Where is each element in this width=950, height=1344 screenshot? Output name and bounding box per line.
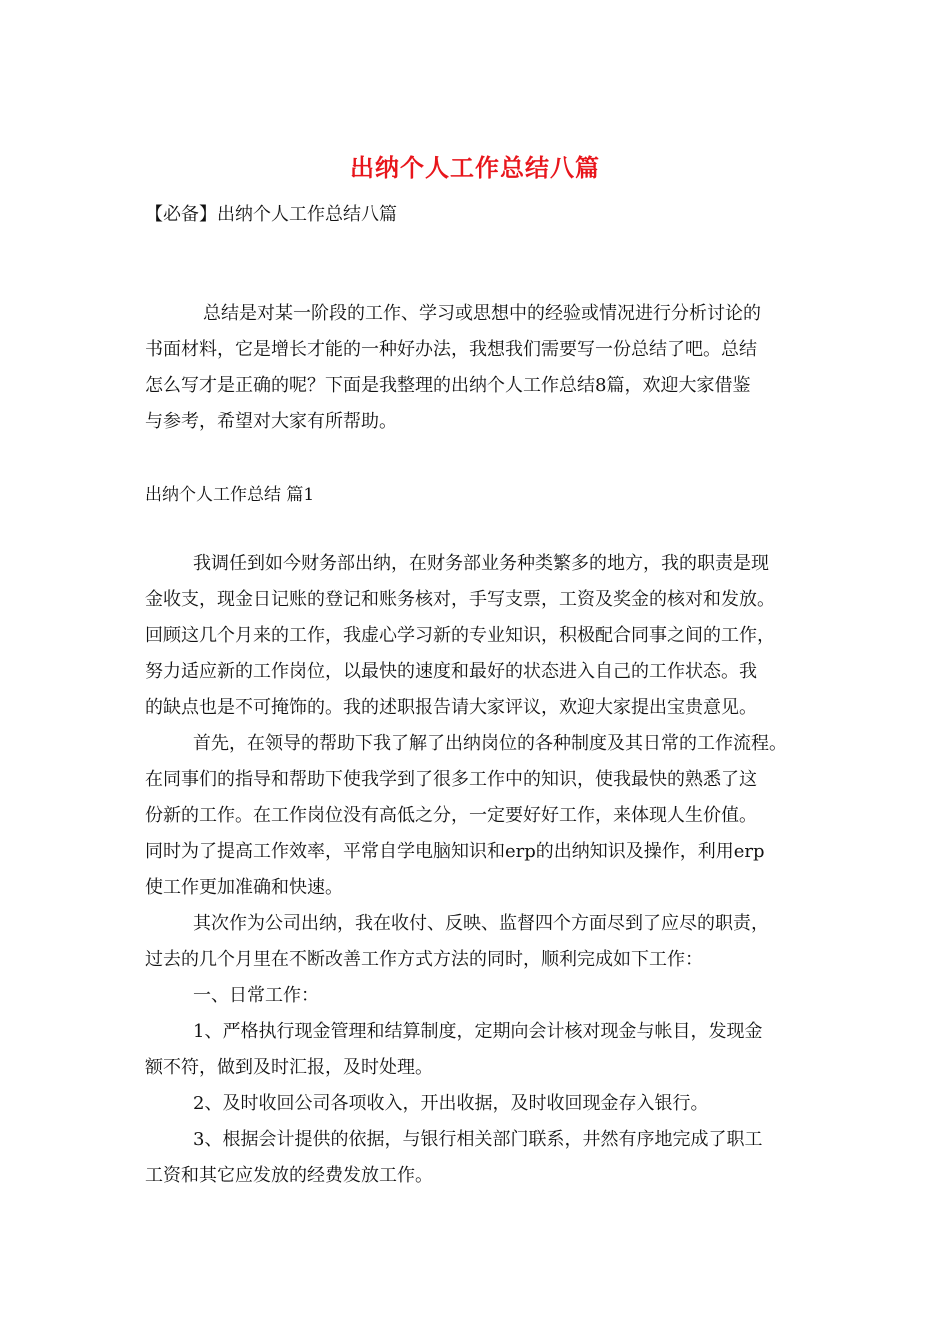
body-line: 工资和其它应发放的经费发放工作。 (145, 1165, 433, 1186)
intro-line: 与参考，希望对大家有所帮助。 (145, 411, 397, 432)
body-line: 我调任到如今财务部出纳，在财务部业务种类繁多的地方，我的职责是现 (193, 553, 769, 574)
body-line: 一、日常工作： (193, 985, 319, 1006)
section-heading: 出纳个人工作总结 篇1 (145, 485, 315, 505)
body-line: 使工作更加准确和快速。 (145, 877, 343, 898)
intro-line: 怎么写才是正确的呢？下面是我整理的出纳个人工作总结8篇，欢迎大家借鉴 (145, 375, 751, 396)
body-line: 额不符，做到及时汇报，及时处理。 (145, 1057, 433, 1078)
body-line: 金收支，现金日记账的登记和账务核对，手写支票，工资及奖金的核对和发放。 (145, 589, 775, 610)
body-line: 同时为了提高工作效率，平常自学电脑知识和erp的出纳知识及操作，利用erp (145, 841, 765, 862)
body-line: 首先，在领导的帮助下我了解了出纳岗位的各种制度及其日常的工作流程。 (193, 733, 787, 754)
body-line: 努力适应新的工作岗位，以最快的速度和最好的状态进入自己的工作状态。我 (145, 661, 757, 682)
body-line: 其次作为公司出纳，我在收付、反映、监督四个方面尽到了应尽的职责， (193, 913, 769, 934)
body-line: 2、及时收回公司各项收入，开出收据，及时收回现金存入银行。 (193, 1093, 709, 1114)
intro-line: 书面材料，它是增长才能的一种好办法，我想我们需要写一份总结了吧。总结 (145, 339, 757, 360)
body-line: 1、严格执行现金管理和结算制度，定期向会计核对现金与帐目，发现金 (193, 1021, 763, 1042)
body-line: 过去的几个月里在不断改善工作方式方法的同时，顺利完成如下工作： (145, 949, 703, 970)
intro-line: 总结是对某一阶段的工作、学习或思想中的经验或情况进行分析讨论的 (203, 303, 761, 324)
document-title: 出纳个人工作总结八篇 (350, 153, 600, 182)
body-line: 的缺点也是不可掩饰的。我的述职报告请大家评议，欢迎大家提出宝贵意见。 (145, 697, 757, 718)
intro-paragraph (145, 296, 805, 440)
body-line: 3、根据会计提供的依据，与银行相关部门联系，井然有序地完成了职工 (193, 1129, 763, 1150)
body-line: 在同事们的指导和帮助下使我学到了很多工作中的知识，使我最快的熟悉了这 (145, 769, 757, 790)
body-line: 份新的工作。在工作岗位没有高低之分，一定要好好工作，来体现人生价值。 (145, 805, 757, 826)
section-body (145, 546, 805, 1194)
document-subtitle: 【必备】出纳个人工作总结八篇 (145, 204, 397, 225)
body-line: 回顾这几个月来的工作，我虚心学习新的专业知识，积极配合同事之间的工作， (145, 625, 775, 646)
